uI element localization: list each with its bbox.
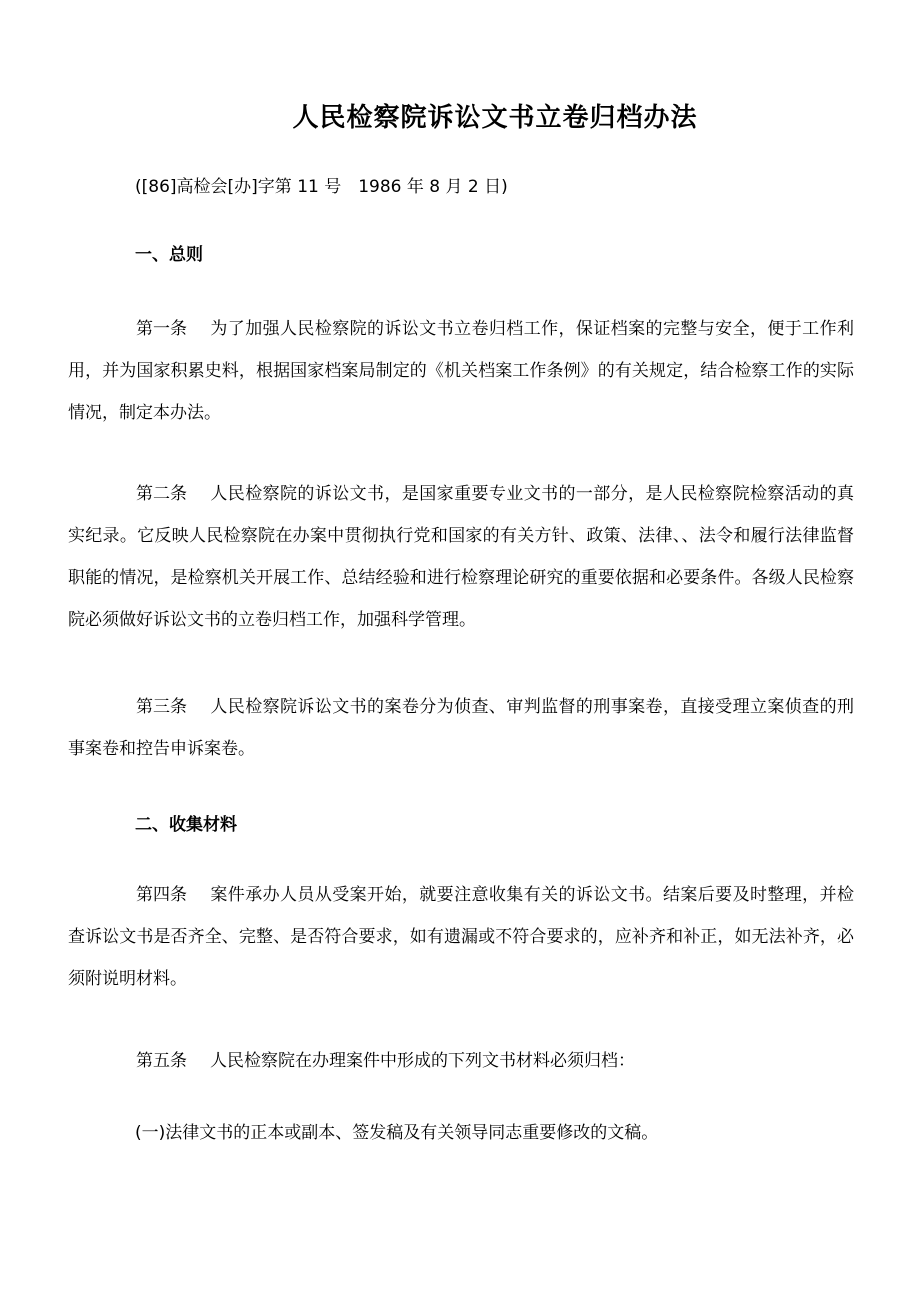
document-title: 人民检察院诉讼文书立卷归档办法 — [292, 103, 698, 133]
article-2 — [68, 473, 854, 641]
article-number: 第二条 — [136, 484, 187, 504]
article-number: 第五条 — [136, 1051, 187, 1071]
article-text: 案件承办人员从受案开始，就要注意收集有关的诉讼文书。结案后要及时整理，并检查诉讼文书是否齐全、完整、是否符合要求，如有遗漏或不符合要求的，应补齐和补正，如无法补齐，必须附说明材料。 — [68, 885, 854, 989]
article-1 — [68, 308, 854, 434]
article-number: 第一条 — [136, 319, 187, 339]
article-5 — [68, 1040, 854, 1082]
article-text: 人民检察院的诉讼文书，是国家重要专业文书的一部分，是人民检察院检察活动的真实纪录。它反映人民检察院在办案中贯彻执行党和国家的有关方针、政策、法律、、法令和履行法律监督职能的情况，是检察机关开展工作、总结经验和进行检察理论研究的重要依据和必要条件。各级人民检察院必须做好诉讼文书的立卷归档工作，加强科学管理。 — [68, 484, 854, 630]
article-4 — [68, 874, 854, 1000]
article-number: 第四条 — [136, 885, 187, 905]
article-number: 第三条 — [136, 697, 187, 717]
section-heading-collect-materials: 二、收集材料 — [135, 815, 237, 835]
list-item: (一)法律文书的正本或副本、签发稿及有关领导同志重要修改的文稿。 — [135, 1123, 659, 1143]
article-3 — [68, 686, 854, 770]
article-text: 人民检察院诉讼文书的案卷分为侦查、审判监督的刑事案卷，直接受理立案侦查的刑事案卷和控告申诉案卷。 — [68, 697, 854, 759]
article-text: 为了加强人民检察院的诉讼文书立卷归档工作，保证档案的完整与安全，便于工作利用，并为国家积累史料，根据国家档案局制定的《机关档案工作条例》的有关规定，结合检察工作的实际情况，制定本办法。 — [68, 319, 854, 423]
section-heading-general: 一、总则 — [135, 245, 203, 265]
document-source-line: ([86]高检会[办]字第 11 号 1986 年 8 月 2 日) — [135, 177, 508, 197]
article-text: 人民检察院在办理案件中形成的下列文书材料必须归档： — [210, 1051, 635, 1071]
